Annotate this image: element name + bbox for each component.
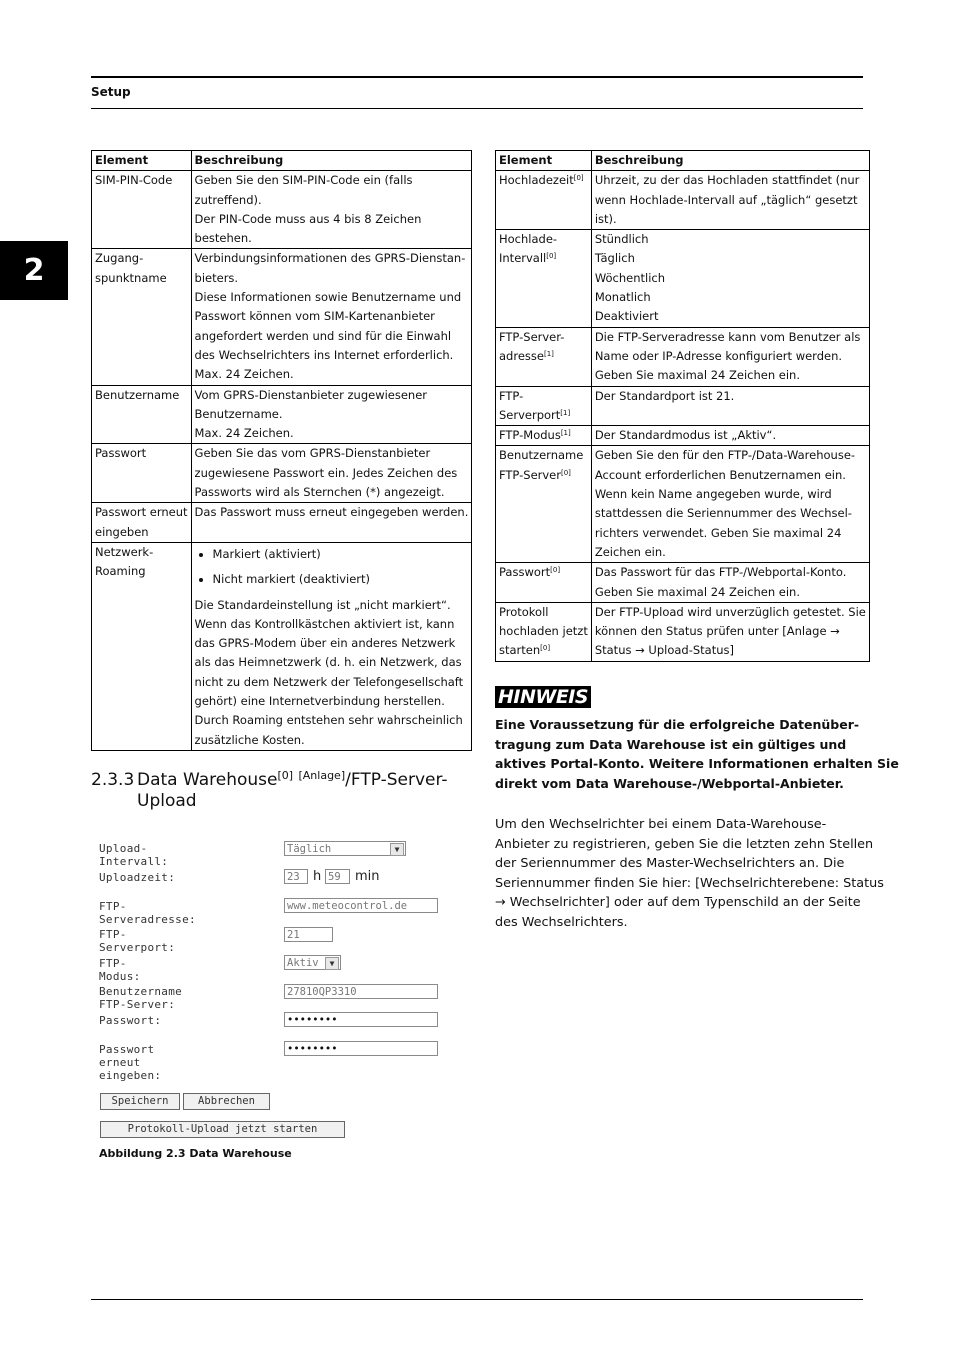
description-cell [191, 444, 472, 503]
bullet-item: • Nicht markiert (deaktiviert) [213, 570, 469, 589]
paragraph-line: Seriennummer finden Sie hier: [Wechselrichterebene: Status [495, 875, 884, 891]
table-row [92, 503, 472, 543]
upload-interval-select[interactable] [284, 841, 406, 856]
description-cell [591, 602, 869, 661]
cancel-button[interactable]: Abbrechen [183, 1093, 270, 1110]
column-header-description: Beschreibung [591, 151, 869, 171]
description-cell [191, 542, 472, 750]
note-line: aktives Portal-Konto. Weitere Informationen erhalten Sie [495, 756, 899, 771]
element-line: Passwort [95, 446, 147, 461]
chevron-down-icon[interactable]: ▼ [390, 843, 404, 856]
description-line: Geben Sie den SIM-PIN-Code ein (falls [194, 173, 413, 188]
element-line: FTP-Modus[1] [499, 428, 571, 443]
element-line: eingeben [95, 524, 149, 539]
note-line: Eine Voraussetzung für die erfolgreiche Datenüber- [495, 717, 860, 732]
element-line: Benutzername [499, 448, 584, 463]
description-cell [591, 386, 869, 426]
element-line: Hochladezeit[0] [499, 173, 584, 188]
table-row [496, 602, 870, 661]
table-row [496, 386, 870, 426]
description-line: Diese Informationen sowie Benutzername und [194, 290, 462, 305]
password-confirm-label: Passwort erneut eingeben: [99, 1043, 162, 1082]
table-row [496, 563, 870, 603]
footnote-ref: [1] [560, 429, 571, 438]
description-line: gehört) eine Internetverbindung herstellen. [194, 694, 445, 709]
chapter-tab [0, 241, 68, 300]
footnote-ref: [0] [573, 174, 584, 183]
description-line: als das Heimnetzwerk (d. h. ein Netzwerk, das [194, 655, 462, 670]
element-line: Passwort[0] [499, 565, 561, 580]
footnote-ref: [0] [546, 252, 557, 261]
server-address-label: FTP-Serveradresse: [99, 900, 196, 926]
upload-interval-value: Täglich [287, 843, 332, 855]
server-port-label: FTP-Serverport: [99, 928, 176, 954]
description-line: nicht zu dem Netzwerk der Telefongesellschaft [194, 674, 464, 689]
hours-unit: h [313, 869, 322, 884]
element-line: Roaming [95, 564, 146, 579]
bullet-item: • Markiert (aktiviert) [213, 545, 469, 564]
description-line: bestehen. [194, 231, 252, 246]
upload-hours-input[interactable] [284, 869, 308, 884]
description-line: Der Standardmodus ist „Aktiv“. [594, 428, 777, 443]
table-row [92, 171, 472, 249]
description-line: Name oder IP-Adresse konfiguriert werden. [594, 348, 843, 363]
note-line: direkt vom Data Warehouse-/Webportal-Anbieter. [495, 775, 844, 791]
running-head: Setup [91, 85, 131, 99]
table-row [92, 385, 472, 444]
save-button[interactable]: Speichern [100, 1093, 180, 1110]
password-input[interactable] [284, 1012, 438, 1027]
element-line: FTP-Server[0] [499, 467, 571, 482]
description-cell [191, 171, 472, 249]
footnote-ref: [0] [540, 644, 551, 653]
description-line: Der FTP-Upload wird unverzüglich getestet. Sie [594, 604, 866, 619]
table-row [92, 542, 472, 750]
description-line: Das Passwort muss erneut eingegeben werden. [194, 505, 469, 520]
paragraph-line: Anbieter zu registrieren, geben Sie die letzten zehn Stellen [495, 836, 874, 852]
column-header-element: Element [496, 151, 592, 171]
element-cell [496, 327, 592, 386]
description-line: Max. 24 Zeichen. [194, 426, 294, 441]
section-number: 2.3.3 [91, 770, 135, 790]
username-value: 27810QP3310 [287, 986, 357, 998]
description-line: können den Status prüfen unter [Anlage → [594, 624, 840, 639]
element-line: Zugang- [95, 251, 144, 266]
description-line: angefordert werden und sind für die Einwahl [194, 328, 452, 343]
description-line: des Wechselrichters ins Internet erforderlich. [194, 347, 454, 362]
description-line: richters verwendet. Geben Sie maximal 24 [594, 525, 842, 540]
description-line: zugewiesene Passwort ein. Jedes Zeichen des [194, 465, 458, 480]
description-cell [591, 171, 869, 230]
description-cell [591, 426, 869, 446]
footnote-ref: [0] [560, 468, 571, 477]
element-cell [496, 426, 592, 446]
description-line: zutreffend). [194, 192, 262, 207]
password-confirm-value: •••••••• [287, 1043, 338, 1055]
description-line: Die Standardeinstellung ist „nicht markiert“. [194, 597, 451, 612]
element-cell [92, 171, 192, 249]
minutes-unit: min [355, 869, 380, 884]
ftp-mode-label: FTP-Modus: [99, 957, 141, 983]
element-line: FTP-Server- [499, 329, 565, 344]
element-cell [92, 444, 192, 503]
description-line: Geben Sie das vom GPRS-Dienstanbieter [194, 446, 431, 461]
element-line: Protokoll [499, 604, 549, 619]
server-address-input[interactable] [284, 898, 438, 913]
table-row [92, 249, 472, 385]
element-cell [496, 563, 592, 603]
table-row [496, 327, 870, 386]
description-cell [191, 249, 472, 385]
server-port-value: 21 [287, 929, 300, 941]
bullet-list [195, 545, 469, 590]
description-line: Durch Roaming entstehen sehr wahrscheinlich [194, 713, 463, 728]
description-line: das GPRS-Modem über ein anderes Netzwerk [194, 636, 456, 651]
element-cell [496, 446, 592, 563]
element-line: spunktname [95, 270, 167, 285]
upload-interval-label: Upload-Intervall: [99, 842, 169, 868]
table-header-row [496, 151, 870, 171]
element-line: Passwort erneut [95, 505, 188, 520]
ftp-settings-table [495, 150, 870, 662]
description-line: Account erforderlichen Benutzernamen ein. [594, 467, 846, 482]
description-line: Der PIN-Code muss aus 4 bis 8 Zeichen [194, 211, 422, 226]
element-line: SIM-PIN-Code [95, 173, 173, 188]
element-cell [92, 503, 192, 543]
username-label: Benutzername FTP-Server: [99, 985, 183, 1011]
password-value: •••••••• [287, 1014, 338, 1026]
element-line: hochladen jetzt [499, 624, 588, 639]
description-line: Uhrzeit, zu der das Hochladen stattfindet (nur [594, 173, 860, 188]
description-line: Stündlich [594, 232, 649, 247]
description-line: Geben Sie maximal 24 Zeichen ein. [594, 368, 800, 383]
header-top-rule [91, 76, 863, 78]
description-cell [591, 327, 869, 386]
password-label: Passwort: [99, 1014, 162, 1027]
description-line: zusätzliche Kosten. [194, 732, 305, 747]
footnote-ref: [1] [543, 349, 554, 358]
column-header-description: Beschreibung [191, 151, 472, 171]
element-line: Intervall[0] [499, 251, 557, 266]
element-line: Serverport[1] [499, 407, 571, 422]
description-line: Der Standardport ist 21. [594, 388, 735, 403]
ftp-mode-select[interactable] [284, 955, 341, 970]
element-line: FTP- [499, 388, 524, 403]
description-line: Monatlich [594, 290, 651, 305]
header-bottom-rule [91, 108, 863, 109]
description-line: bieters. [194, 270, 239, 285]
note-heading: HINWEIS [495, 686, 591, 708]
element-line: starten[0] [499, 643, 551, 658]
username-input[interactable] [284, 984, 438, 999]
description-line: Passwort können vom SIM-Kartenanbieter [194, 309, 435, 324]
description-line: Wenn kein Name angegeben wurde, wird [594, 487, 832, 502]
description-line: Wöchentlich [594, 270, 666, 285]
paragraph-line: Um den Wechselrichter bei einem Data-Warehouse- [495, 817, 827, 832]
upload-hours-value: 23 [287, 871, 300, 883]
description-cell [591, 446, 869, 563]
description-line: Verbindungsinformationen des GPRS-Dienstan- [194, 251, 466, 266]
footnote-ref: [0] [550, 566, 561, 575]
column-header-element: Element [92, 151, 192, 171]
description-line: Das Passwort für das FTP-/Webportal-Konto. [594, 565, 847, 580]
upload-time-label: Uploadzeit: [99, 871, 176, 884]
description-cell [191, 503, 472, 543]
description-line: Geben Sie den für den FTP-/Data-Warehouse- [594, 448, 856, 463]
section-title-part: Data Warehouse [137, 770, 278, 790]
description-line: Die FTP-Serveradresse kann vom Benutzer als [594, 329, 861, 344]
description-cell [191, 385, 472, 444]
description-line: Vom GPRS-Dienstanbieter zugewiesener [194, 387, 428, 402]
chapter-number: 2 [23, 253, 45, 288]
paragraph-line: der Seriennummer des Master-Wechselrichters an. Die [495, 856, 845, 872]
description-line: Zeichen ein. [594, 544, 666, 559]
section-title-part: /FTP-Server- [345, 770, 448, 790]
table-row [496, 446, 870, 563]
password-confirm-input[interactable] [284, 1041, 438, 1056]
element-line: Hochlade- [499, 232, 558, 247]
upload-minutes-value: 59 [328, 871, 341, 883]
description-line: Wenn das Kontrollkästchen aktiviert ist, kann [194, 616, 455, 631]
description-line: Max. 24 Zeichen. [194, 367, 294, 382]
server-address-value: www.meteocontrol.de [287, 900, 408, 912]
element-line: Benutzername [95, 387, 180, 402]
element-cell [496, 386, 592, 426]
element-line: Netzwerk- [95, 544, 154, 559]
description-line: Benutzername. [194, 406, 283, 421]
ftp-mode-value: Aktiv [287, 957, 319, 969]
upload-minutes-input[interactable] [325, 869, 350, 884]
figure-caption: Abbildung 2.3 Data Warehouse [99, 1147, 292, 1160]
description-cell [591, 563, 869, 603]
element-cell [92, 542, 192, 750]
description-line: Geben Sie maximal 24 Zeichen ein. [594, 584, 800, 599]
table-row [496, 171, 870, 230]
description-line: Passworts wird als Sternchen (*) angezeigt. [194, 485, 445, 500]
section-sup-0: [0] [277, 769, 294, 782]
paragraph-line: des Wechselrichters. [495, 914, 628, 930]
description-line: ist). [594, 211, 617, 226]
table-row [92, 444, 472, 503]
note-text [495, 715, 899, 793]
element-line: adresse[1] [499, 348, 554, 363]
table-row [496, 230, 870, 327]
section-sup-anlage: [Anlage] [298, 769, 346, 782]
description-line: wenn Hochlade-Intervall auf „täglich“ gesetzt [594, 192, 858, 207]
description-line: stattdessen die Seriennummer des Wechsel- [594, 506, 852, 521]
section-title [137, 770, 448, 812]
paragraph-line: → Wechselrichter] oder auf dem Typenschild an der Seite [495, 895, 861, 911]
server-port-input[interactable] [284, 927, 333, 942]
element-cell [496, 602, 592, 661]
chevron-down-icon[interactable]: ▼ [325, 957, 339, 970]
note-line: tragung zum Data Warehouse ist ein gültiges und [495, 736, 847, 752]
description-line: Täglich [594, 251, 635, 266]
footnote-ref: [1] [560, 408, 571, 417]
description-line: Deaktiviert [594, 309, 659, 324]
element-cell [92, 385, 192, 444]
element-cell [496, 230, 592, 327]
section-title-part: Upload [137, 791, 197, 811]
footer-rule [91, 1299, 863, 1300]
table-header-row [92, 151, 472, 171]
description-line: Status → Upload-Status] [594, 643, 734, 658]
table-row [496, 426, 870, 446]
start-upload-button[interactable]: Protokoll-Upload jetzt starten [100, 1121, 345, 1138]
element-cell [496, 171, 592, 230]
description-cell [591, 230, 869, 327]
gprs-settings-table [91, 150, 472, 751]
element-cell [92, 249, 192, 385]
body-paragraph [495, 815, 884, 933]
